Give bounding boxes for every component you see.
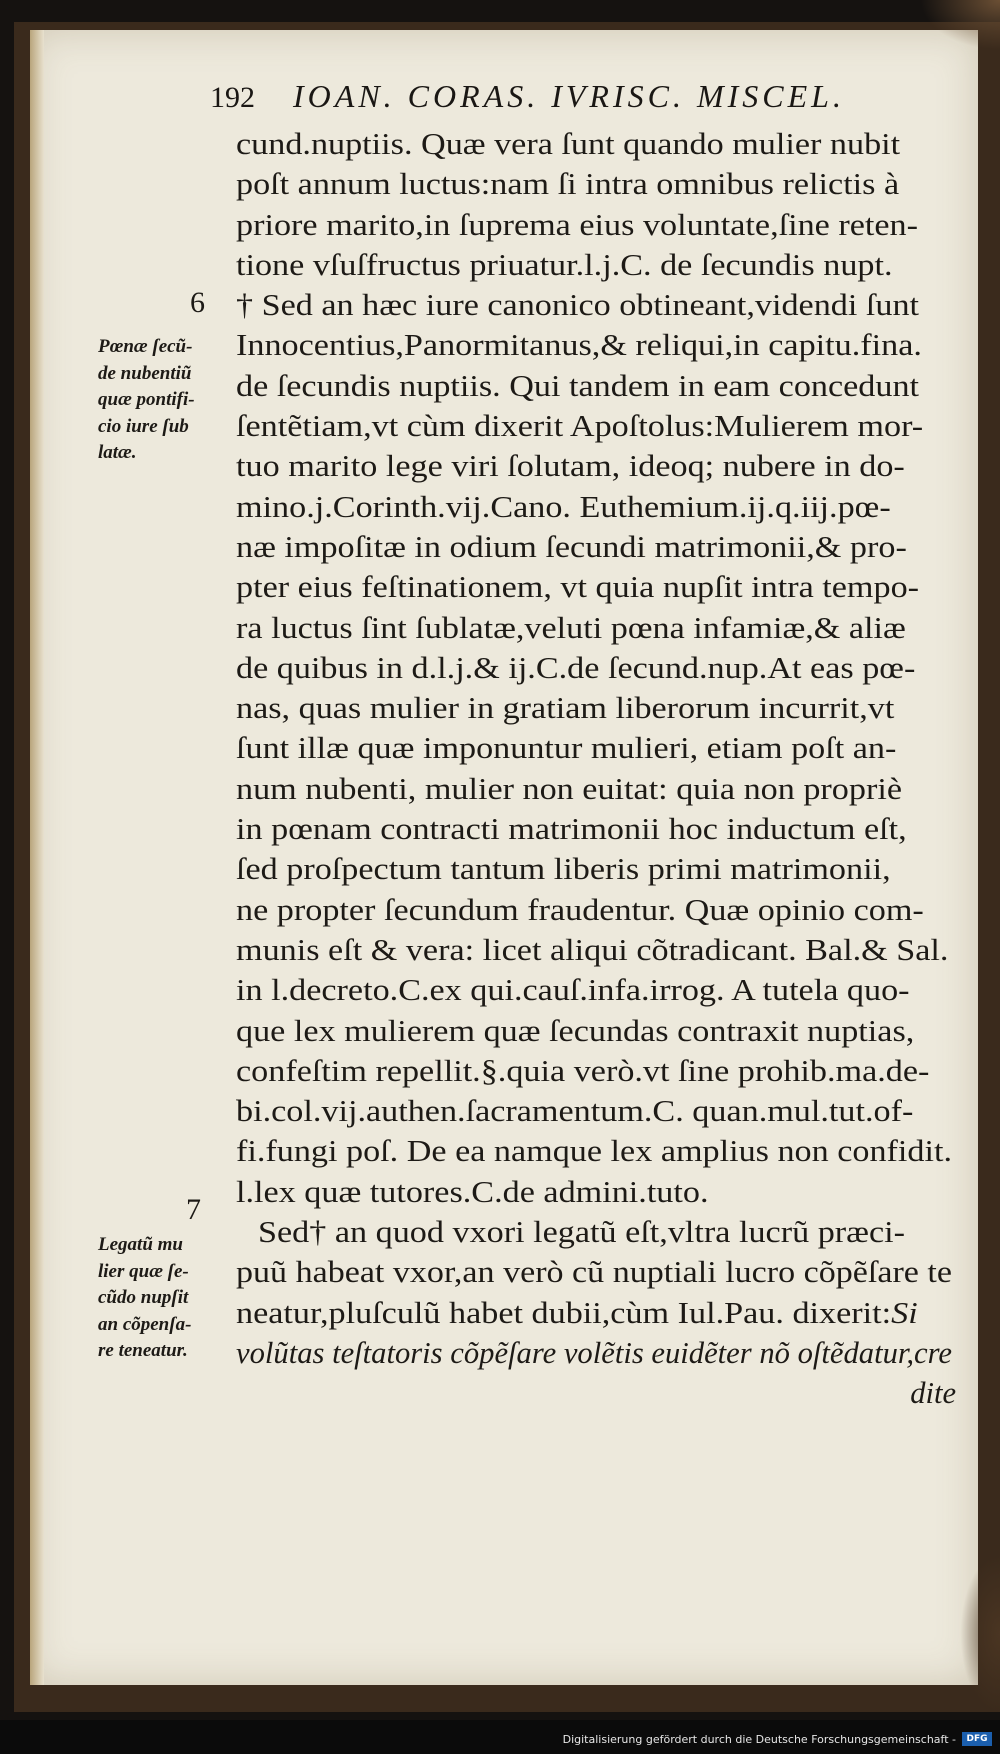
text-line: in pœnam contracti matrimonii hoc inductum eſt, [236,812,907,847]
margin-note-line: Legatũ mu [98,1234,183,1255]
text-line [236,1293,956,1333]
text-line: ne propter ſecundum fraudentur. Quæ opinio com- [236,892,924,927]
text-line-italic: volũtas teſtatoris cõpẽſare volẽtis euidẽter nõ oſtẽdatur,cre [236,1335,953,1370]
margin-number-7: 7 [186,1193,201,1226]
text-line: puũ habeat vxor,an verò cũ nuptiali lucro cõpẽſare te [236,1255,952,1290]
margin-note-line: Pœnæ ſecũ- [98,336,193,357]
text-line: pter eius feſtinationem, vt quia nupſit intra tempo- [236,570,920,605]
text-line: Sed† an quod vxori legatũ eſt,vltra lucrũ præci- [258,1215,905,1250]
margin-note-line: cũdo nupſit [98,1287,189,1308]
main-text-block [236,124,956,1414]
digitization-credit: Digitalisierung gefördert durch die Deutsche Forschungsgemeinschaft - [562,1733,956,1746]
text-line: næ impoſitæ in odium ſecundi matrimonii,& pro- [236,529,907,564]
corner-stain-top [920,0,1000,50]
page-gutter-shadow [30,30,44,1685]
dfg-logo: DFG [962,1732,992,1746]
text-line: priore marito,in ſuprema eius voluntate,ſine reten- [236,207,919,242]
text-line: † Sed an hæc iure canonico obtineant,videndi ſunt [236,288,920,323]
text-line: tione vſuſfructus priuatur.l.j.C. de ſecundis nupt. [236,247,893,282]
text-line-roman: neatur,pluſculũ habet dubii,cùm Iul.Pau. dixerit: [236,1295,892,1330]
text-line: Innocentius,Panormitanus,& reliqui,in capitu.fina. [236,328,922,363]
text-line: ſed proſpectum tantum liberis primi matrimonii, [236,852,891,887]
text-line-italic: Si [891,1295,918,1330]
text-line: fi.fungi poſ. De ea namque lex amplius non confidit. [236,1134,953,1169]
text-line: cund.nuptiis. Quæ vera ſunt quando mulier nubit [236,127,901,161]
page-number: 192 [210,81,255,114]
margin-number-6: 6 [190,286,205,319]
running-header [210,78,930,122]
text-line: l.lex quæ tutores.C.de admini.tuto. [236,1174,709,1209]
text-line: ſunt illæ quæ imponuntur mulieri, etiam poſt an- [236,731,897,766]
margin-note-line: quæ pontifi- [98,389,195,410]
text-line: bi.col.vij.authen.ſacramentum.C. quan.mul.tut.of- [236,1094,914,1129]
text-line: ſentẽtiam,vt cùm dixerit Apoſtolus:Mulierem mor- [236,409,924,444]
text-line: ra luctus ſint ſublatæ,veluti pœna infamiæ,& aliæ [236,610,906,645]
margin-note-line: latæ. [98,442,137,463]
corner-stain-bottom [960,1554,1000,1714]
text-line: munis eſt & vera: licet aliqui cõtradicant. Bal.& Sal. [236,932,949,967]
margin-note-line: re teneatur. [98,1340,188,1361]
margin-note-6 [98,334,238,467]
running-title: IOAN. CORAS. IVRISC. MISCEL. [293,78,845,114]
text-line: num nubenti, mulier non euitat: quia non propriè [236,771,902,806]
margin-note-line: de nubentiũ [98,362,192,384]
text-line: mino.j.Corinth.vij.Cano. Euthemium.ij.q.iij.pœ- [236,489,891,524]
margin-note-7 [98,1232,238,1365]
text-line: confeſtim repellit.§.quia verò.vt ſine prohib.ma.de- [236,1053,930,1088]
text-line: poſt annum luctus:nam ſi intra omnibus relictis à [236,167,900,202]
margin-note-line: cio iure ſub [98,415,189,437]
text-line: de quibus in d.l.j.& ij.C.de ſecund.nup.At eas pœ- [236,650,916,685]
text-line: que lex mulierem quæ ſecundas contraxit nuptias, [236,1013,915,1048]
text-line: in l.decreto.C.ex qui.cauſ.infa.irrog. A tutela quo- [236,973,910,1008]
catchword: dite [910,1376,956,1411]
text-line: nas, quas mulier in gratiam liberorum incurrit,vt [236,691,895,726]
margin-note-line: lier quæ ſe- [98,1260,189,1282]
margin-note-line: an cõpenſa- [98,1313,192,1335]
text-line: de ſecundis nuptiis. Qui tandem in eam concedunt [236,368,920,403]
text-line: tuo marito lege viri ſolutam, ideoq; nubere in do- [236,449,905,484]
